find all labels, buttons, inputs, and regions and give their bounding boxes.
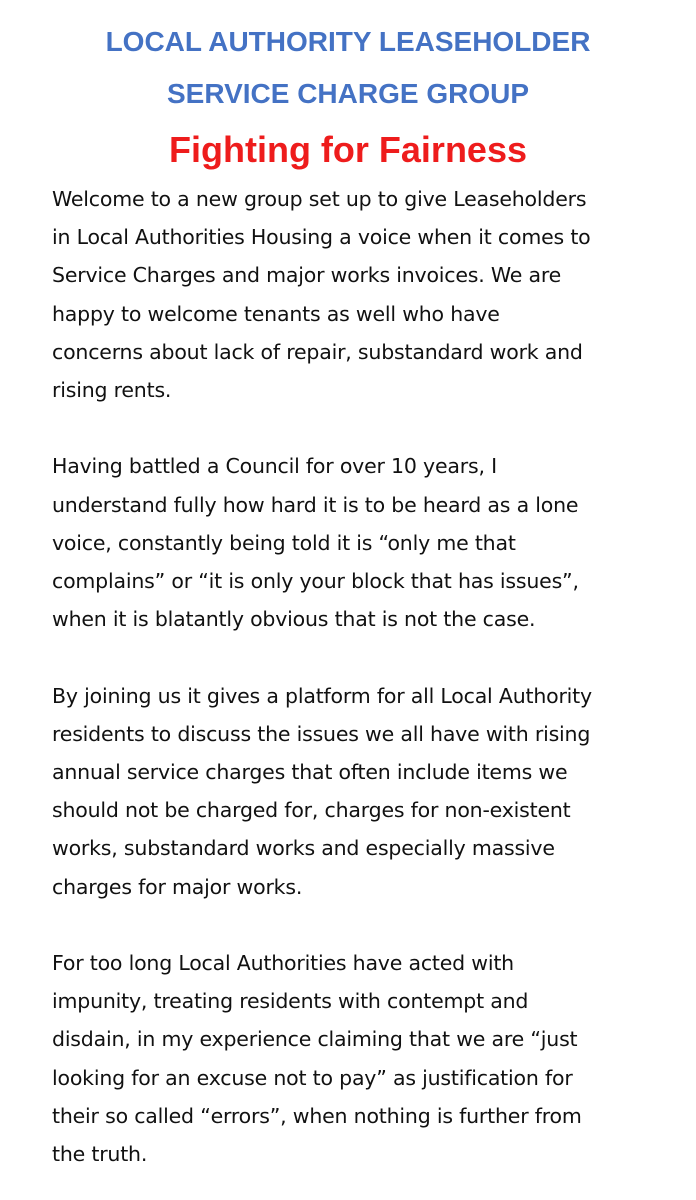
text-line: understand fully how hard it is to be heard as a lone <box>52 492 579 517</box>
text-line: annual service charges that often include items we <box>52 760 568 785</box>
paragraph-platform <box>52 677 652 906</box>
text-line: Having battled a Council for over 10 years, I <box>52 454 497 479</box>
text-line: their so called “errors”, when nothing is further from <box>52 1103 582 1128</box>
text-line: impunity, treating residents with contempt and <box>52 989 529 1014</box>
text-line: voice, constantly being told it is “only me that <box>52 530 516 555</box>
text-line: charges for major works. <box>52 874 303 899</box>
text-line: looking for an excuse not to pay” as justification for <box>52 1065 573 1090</box>
text-line: complains” or “it is only your block that has issues”, <box>52 569 579 594</box>
text-line: Service Charges and major works invoices. We are <box>52 263 562 288</box>
text-line: residents to discuss the issues we all have with rising <box>52 721 591 746</box>
text-line: in Local Authorities Housing a voice when it comes to <box>52 225 591 250</box>
text-line: disdain, in my experience claiming that we are “just <box>52 1027 578 1052</box>
paragraph-impunity <box>52 944 652 1173</box>
text-line: concerns about lack of repair, substandard work and <box>52 339 583 364</box>
body-text <box>52 180 652 1200</box>
text-line: works, substandard works and especially massive <box>52 836 555 861</box>
text-line: the truth. <box>52 1142 148 1167</box>
text-line: By joining us it gives a platform for all Local Authority <box>52 683 592 708</box>
text-line: rising rents. <box>52 378 172 403</box>
text-line: happy to welcome tenants as well who have <box>52 301 500 326</box>
tagline: Fighting for Fairness <box>168 129 527 170</box>
paragraph-background <box>52 447 652 638</box>
text-line: should not be charged for, charges for non-existent <box>52 798 571 823</box>
text-line: For too long Local Authorities have acted with <box>52 951 514 976</box>
paragraph-welcome <box>52 180 652 409</box>
text-line: Welcome to a new group set up to give Leaseholders <box>52 187 587 211</box>
text-line: when it is blatantly obvious that is not the case. <box>52 607 536 632</box>
group-title-line-2: SERVICE CHARGE GROUP <box>167 78 529 109</box>
group-title-line-1: LOCAL AUTHORITY LEASEHOLDER <box>105 26 591 57</box>
